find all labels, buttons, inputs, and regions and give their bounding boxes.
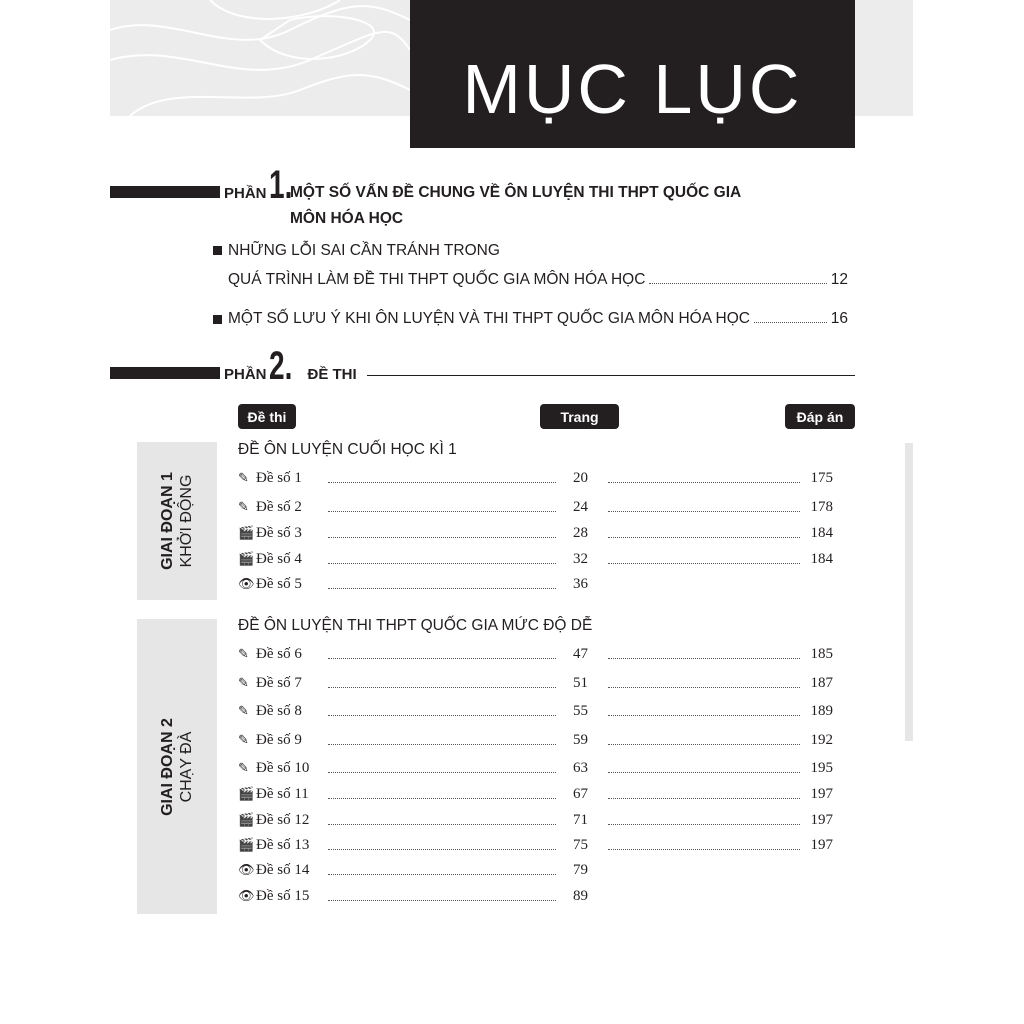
- answer-page: 197: [810, 837, 833, 853]
- leader-dots: [328, 815, 556, 825]
- exam-name: Đề số 6: [256, 646, 302, 662]
- exam-name: Đề số 8: [256, 703, 302, 719]
- leader-dots: [608, 528, 800, 538]
- part1-title-line2: MÔN HÓA HỌC: [290, 210, 404, 227]
- phase-1-box: [137, 442, 217, 600]
- exam-name: Đề số 3: [256, 525, 302, 541]
- leader-dots: [328, 789, 556, 799]
- exam-page: 28: [573, 525, 588, 541]
- leader-dots: [328, 579, 556, 589]
- pencil-icon: ✎: [238, 676, 249, 691]
- header-exam: Đề thi: [238, 404, 296, 429]
- leader-dots: [328, 763, 556, 773]
- leader-dots: [328, 706, 556, 716]
- item-label: MỘT SỐ LƯU Ý KHI ÔN LUYỆN VÀ THI THPT QUỐC GIA MÔN HÓA HỌC: [228, 310, 750, 327]
- answer-page: 187: [810, 675, 833, 691]
- answer-page: 185: [810, 646, 833, 662]
- eye-icon: 👁: [238, 577, 255, 592]
- exam-name: Đề số 7: [256, 675, 302, 691]
- leader-dots: [328, 735, 556, 745]
- header-answer: Đáp án: [785, 404, 855, 429]
- leader-dots: [608, 502, 800, 512]
- exam-name: Đề số 9: [256, 732, 302, 748]
- leader-dots: [328, 678, 556, 688]
- group-title-1: ĐỀ ÔN LUYỆN CUỐI HỌC KÌ 1: [238, 441, 457, 458]
- exam-row[interactable]: [238, 675, 838, 695]
- exam-page: 20: [573, 470, 588, 486]
- exam-name: Đề số 4: [256, 551, 302, 567]
- exam-name: Đề số 12: [256, 812, 310, 828]
- leader-dots: [328, 528, 556, 538]
- exam-row[interactable]: [238, 732, 838, 752]
- eye-icon: 👁: [238, 863, 255, 878]
- answer-page: 175: [810, 470, 833, 486]
- leader-dots: [328, 891, 556, 901]
- exam-page: 24: [573, 499, 588, 515]
- exam-page: 32: [573, 551, 588, 567]
- exam-name: Đề số 1: [256, 470, 302, 486]
- leader-dots: [608, 649, 800, 659]
- exam-row[interactable]: [238, 470, 838, 490]
- clapperboard-icon: 🎬: [238, 813, 255, 828]
- part2-heading: [224, 344, 357, 388]
- exam-row[interactable]: [238, 576, 838, 596]
- leader-dots: [328, 473, 556, 483]
- leader-dots: [608, 789, 800, 799]
- pencil-icon: ✎: [238, 733, 249, 748]
- page-title: MỤC LỤC: [462, 50, 803, 128]
- leader-dots: [608, 554, 800, 564]
- clapperboard-icon: 🎬: [238, 552, 255, 567]
- leader-dots: [608, 473, 800, 483]
- side-strip: [905, 443, 913, 741]
- answer-page: 184: [810, 551, 833, 567]
- leader-dots: [608, 840, 800, 850]
- divider: [367, 375, 855, 376]
- leader-dots: [328, 502, 556, 512]
- pencil-icon: ✎: [238, 500, 249, 515]
- item-label: QUÁ TRÌNH LÀM ĐỀ THI THPT QUỐC GIA MÔN HÓA HỌC: [228, 271, 646, 288]
- leader-dots: [608, 735, 800, 745]
- part2-title: ĐỀ THI: [307, 366, 357, 383]
- exam-row[interactable]: [238, 786, 838, 806]
- exam-name: Đề số 2: [256, 499, 302, 515]
- item-label: NHỮNG LỖI SAI CẦN TRÁNH TRONG: [228, 242, 500, 259]
- exam-row[interactable]: [238, 760, 838, 780]
- exam-row[interactable]: [238, 862, 838, 882]
- group-title-2: ĐỀ ÔN LUYỆN THI THPT QUỐC GIA MỨC ĐỘ DỄ: [238, 617, 593, 634]
- part1-number: 1.: [268, 163, 292, 207]
- part1-bar: [110, 186, 220, 198]
- leader-dots: [608, 678, 800, 688]
- pencil-icon: ✎: [238, 471, 249, 486]
- item-page: 12: [830, 271, 848, 288]
- leader-dots: [328, 554, 556, 564]
- clapperboard-icon: 🎬: [238, 838, 255, 853]
- part2-label: PHẦN: [224, 366, 267, 383]
- leader-dots: [754, 322, 827, 323]
- phase-title: GIAI ĐOẠN 2: [159, 717, 176, 816]
- toc-item-2[interactable]: [213, 310, 848, 328]
- leader-dots: [608, 706, 800, 716]
- part1-title-line1: MỘT SỐ VẤN ĐỀ CHUNG VỀ ÔN LUYỆN THI THPT QUỐC GIA: [290, 184, 742, 201]
- bullet-icon: [213, 315, 222, 324]
- part1-heading: [224, 163, 292, 207]
- answer-page: 192: [810, 732, 833, 748]
- phase-subtitle: CHẠY ĐÀ: [178, 731, 195, 802]
- answer-page: 197: [810, 786, 833, 802]
- leader-dots: [328, 865, 556, 875]
- phase-title: GIAI ĐOẠN 1: [159, 472, 176, 570]
- pencil-icon: ✎: [238, 704, 249, 719]
- answer-page: 195: [810, 760, 833, 776]
- exam-name: Đề số 5: [256, 576, 302, 592]
- toc-item-1-cont[interactable]: [228, 271, 848, 289]
- eye-icon: 👁: [238, 889, 255, 904]
- exam-page: 36: [573, 576, 588, 592]
- header-page: Trang: [540, 404, 619, 429]
- answer-page: 178: [810, 499, 833, 515]
- leader-dots: [328, 840, 556, 850]
- exam-row[interactable]: [238, 646, 838, 666]
- part1-title: [290, 180, 741, 232]
- part1-label: PHẦN: [224, 185, 267, 202]
- exam-name: Đề số 11: [256, 786, 309, 802]
- exam-row[interactable]: [238, 888, 838, 908]
- clapperboard-icon: 🎬: [238, 526, 255, 541]
- answer-page: 184: [810, 525, 833, 541]
- phase-2-box: [137, 619, 217, 914]
- leader-dots: [608, 815, 800, 825]
- exam-page: 47: [573, 646, 588, 662]
- part2-number: 2.: [268, 344, 292, 388]
- item-page: 16: [830, 310, 848, 327]
- exam-row[interactable]: [238, 812, 838, 832]
- exam-row[interactable]: [238, 525, 838, 545]
- answer-page: 189: [810, 703, 833, 719]
- exam-page: 89: [573, 888, 588, 904]
- leader-dots: [608, 763, 800, 773]
- exam-name: Đề số 15: [256, 888, 310, 904]
- pencil-icon: ✎: [238, 761, 249, 776]
- toc-item-1[interactable]: [213, 242, 500, 260]
- answer-page: 197: [810, 812, 833, 828]
- exam-name: Đề số 13: [256, 837, 310, 853]
- exam-page: 59: [573, 732, 588, 748]
- leader-dots: [649, 271, 826, 284]
- exam-name: Đề số 10: [256, 760, 310, 776]
- pencil-icon: ✎: [238, 647, 249, 662]
- exam-row[interactable]: [238, 499, 838, 519]
- part2-bar: [110, 367, 220, 379]
- clapperboard-icon: 🎬: [238, 787, 255, 802]
- exam-page: 55: [573, 703, 588, 719]
- title-box: [410, 0, 855, 148]
- exam-name: Đề số 14: [256, 862, 310, 878]
- exam-page: 71: [573, 812, 588, 828]
- exam-page: 63: [573, 760, 588, 776]
- exam-row[interactable]: [238, 551, 838, 571]
- exam-page: 67: [573, 786, 588, 802]
- exam-page: 51: [573, 675, 588, 691]
- bullet-icon: [213, 246, 222, 255]
- leader-dots: [328, 649, 556, 659]
- exam-row[interactable]: [238, 703, 838, 723]
- exam-page: 75: [573, 837, 588, 853]
- exam-row[interactable]: [238, 837, 838, 857]
- phase-subtitle: KHỞI ĐỘNG: [178, 474, 195, 568]
- exam-page: 79: [573, 862, 588, 878]
